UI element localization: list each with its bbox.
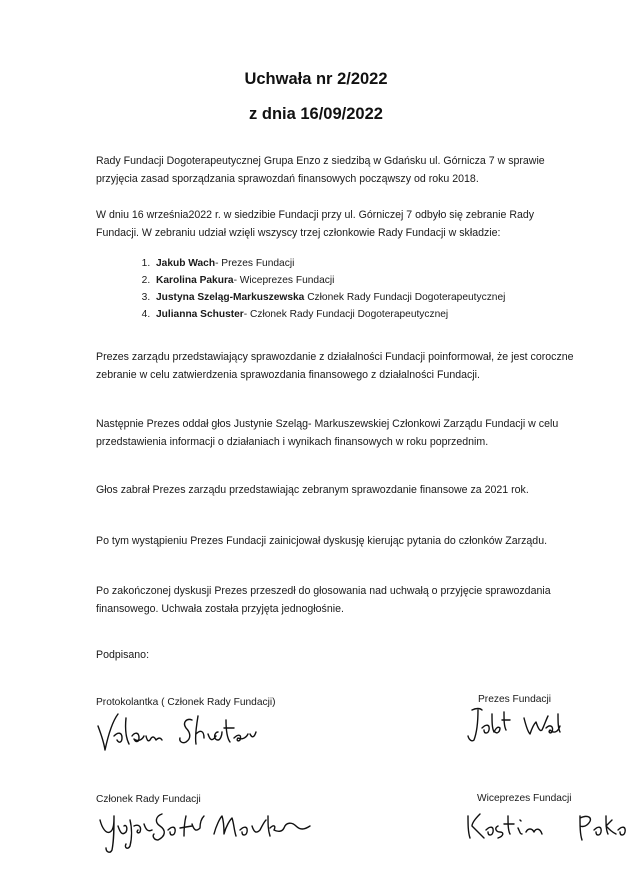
member-name: Jakub Wach (156, 258, 216, 269)
member-signature-label: Członek Rady Fundacji (96, 794, 201, 805)
vice-signature (462, 806, 632, 846)
member-name: Julianna Schuster (156, 309, 244, 320)
member-signature (96, 806, 316, 856)
president-signature-label: Prezes Fundacji (478, 694, 552, 705)
resolution-title: Uchwała nr 2/2022 (244, 70, 388, 88)
resolution-date: z dnia 16/09/2022 (249, 105, 383, 123)
member-role: - Członek Rady Fundacji Dogoterapeutycznej (243, 309, 449, 320)
list-item (153, 272, 613, 289)
floor-paragraph: Następnie Prezes oddał głos Justynie Szeląg- Markuszewskiej Członkowi Zarządu Fundacji w celu przedstawienia informacji o działaniach i wynikach finansowych w roku poprzednim. (96, 418, 559, 448)
discussion-paragraph: Po tym wystąpieniu Prezes Fundacji zainicjował dyskusję kierując pytania do członków Zarządu. (96, 535, 548, 547)
member-role: - Wiceprezes Fundacji (233, 275, 335, 286)
member-role: Członek Rady Fundacji Dogoterapeutycznej (304, 292, 506, 303)
president-signature (462, 704, 562, 746)
member-name: Justyna Szeląg-Markuszewska (156, 292, 305, 303)
vice-signature-label: Wiceprezes Fundacji (477, 793, 572, 804)
member-role: - Prezes Fundacji (215, 258, 295, 269)
meeting-paragraph: W dniu 16 września2022 r. w siedzibie Fundacji przy ul. Górniczej 7 odbyło się zebranie Rady Fundacji. W zebraniu udział wzięli wszyscy trzej członkowie Rady Fundacji w składzie: (96, 209, 535, 239)
protocol-signature (92, 710, 262, 755)
list-item (153, 306, 613, 323)
intro-paragraph: Rady Fundacji Dogoterapeutycznej Grupa Enzo z siedzibą w Gdańsku ul. Górnicza 7 w sprawie przyjęcia zasad sporządzania sprawozdań finansowych począwszy od roku 2018. (96, 155, 545, 185)
vote-paragraph: Po zakończonej dyskusji Prezes przeszedł do głosowania nad uchwałą o przyjęcie sprawozdania finansowego. Uchwała została przyjęta jednogłośnie. (96, 585, 551, 615)
list-item (153, 289, 613, 306)
report-paragraph: Prezes zarządu przedstawiający sprawozdanie z działalności Fundacji poinformował, że jest coroczne zebranie w celu zatwierdzenia sprawozdania finansowego z działalności Fundacji. (96, 351, 574, 381)
signed-label: Podpisano: (96, 649, 150, 661)
members-list (128, 255, 613, 323)
list-item (153, 255, 613, 272)
statement-paragraph: Głos zabrał Prezes zarządu przedstawiając zebranym sprawozdanie finansowe za 2021 rok. (96, 484, 529, 496)
member-name: Karolina Pakura (156, 275, 234, 286)
protocol-signature-label: Protokolantka ( Członek Rady Fundacji) (96, 697, 276, 708)
